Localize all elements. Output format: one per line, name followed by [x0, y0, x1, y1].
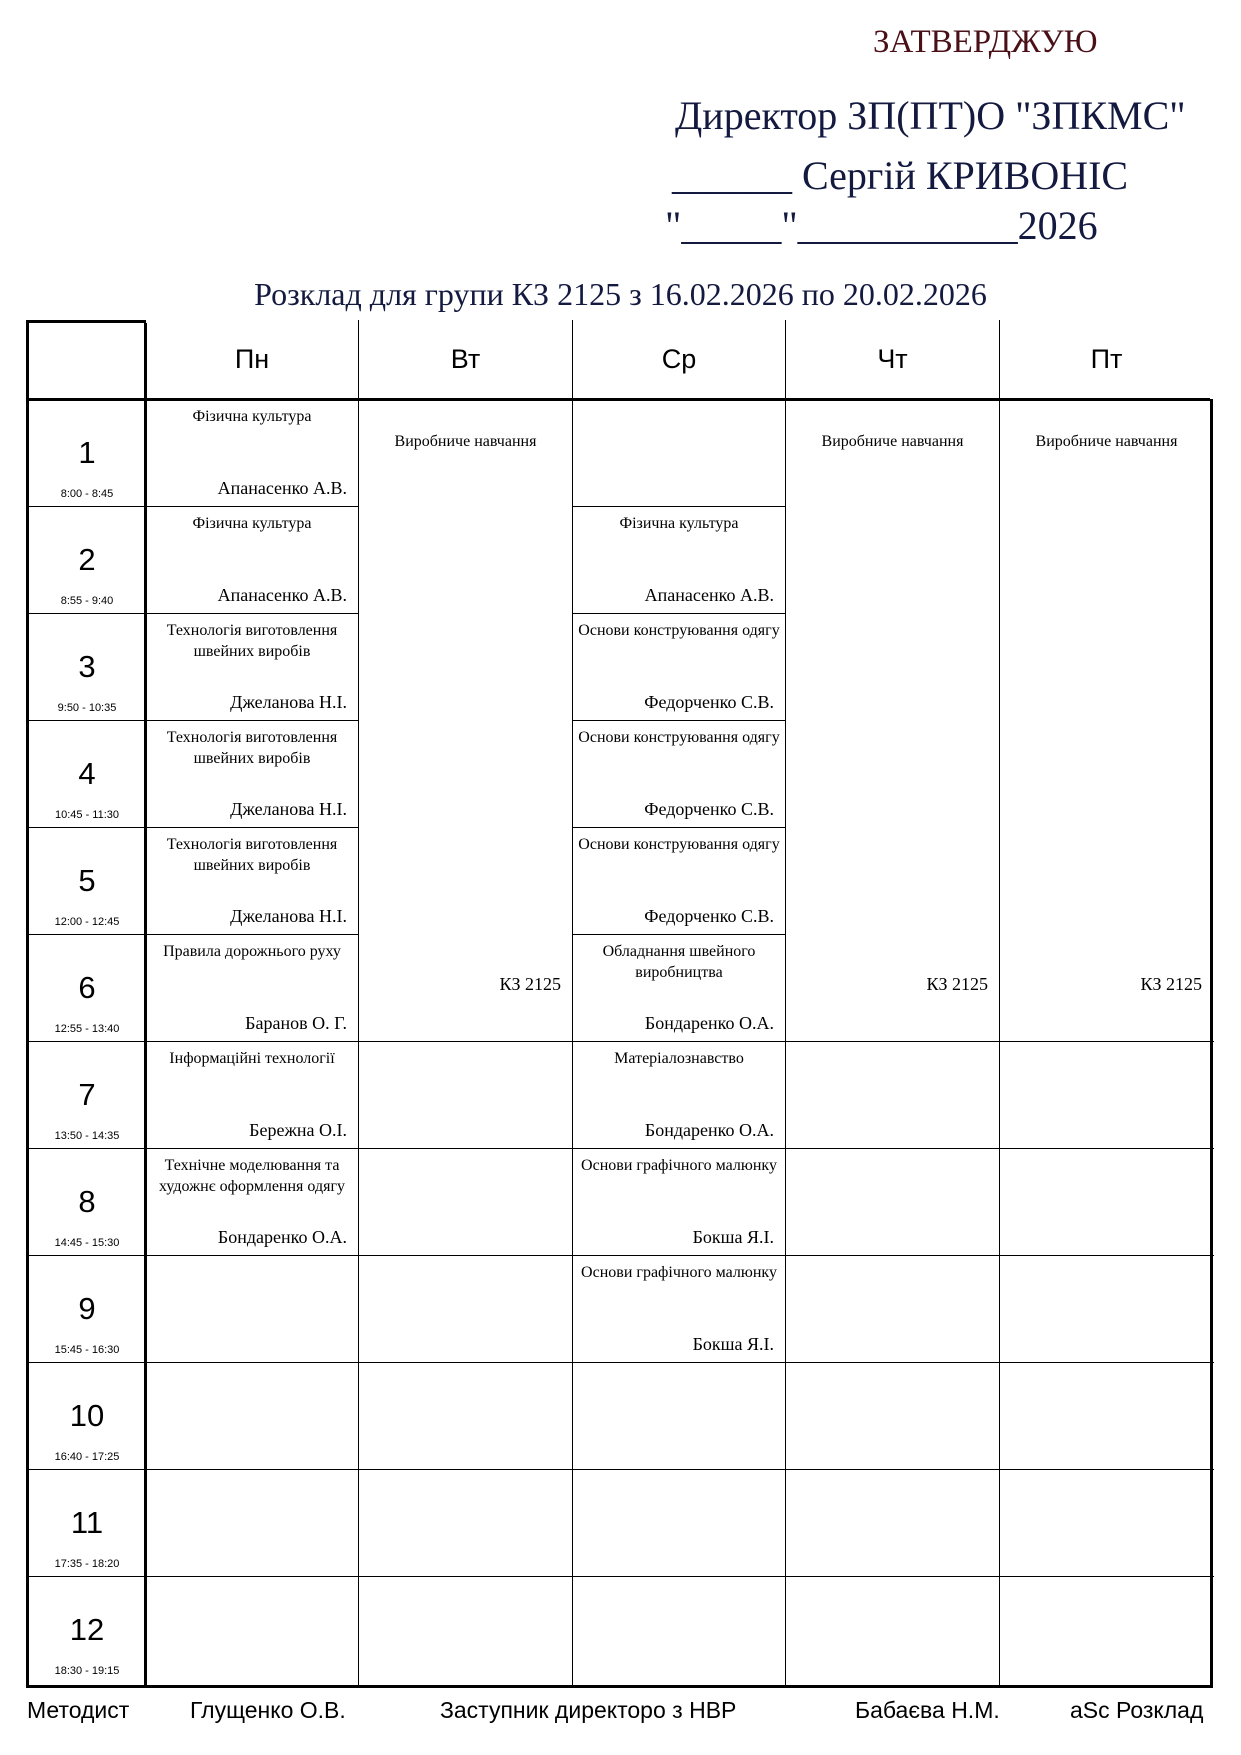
- column-divider: [999, 323, 1000, 1685]
- row-divider: [145, 506, 359, 507]
- lesson-teacher: Бондаренко О.А.: [644, 1120, 774, 1140]
- lesson-cell[interactable]: [147, 722, 357, 826]
- lesson-teacher: Бокша Я.І.: [692, 1227, 774, 1247]
- lesson-subject: Виробниче навчання: [821, 433, 964, 450]
- period-cell: [29, 1148, 145, 1255]
- period-cell: [29, 1362, 145, 1469]
- lesson-cell[interactable]: [574, 1150, 784, 1254]
- period-number: 8: [78, 1184, 96, 1219]
- day-header: Вт: [359, 320, 572, 399]
- period-number: 1: [78, 435, 96, 470]
- period-number: 3: [78, 649, 96, 684]
- lesson-cell[interactable]: [574, 722, 784, 826]
- period-cell: [29, 1469, 145, 1576]
- lesson-cell[interactable]: [147, 1043, 357, 1147]
- period-time: 9:50 - 10:35: [57, 702, 117, 714]
- column-divider: [572, 323, 573, 1685]
- row-divider: [785, 1576, 1000, 1577]
- schedule-title: Розклад для групи КЗ 2125 з 16.02.2026 по 20.02.2026: [254, 276, 987, 312]
- row-divider: [358, 1576, 573, 1577]
- lesson-teacher: Апанасенко А.В.: [217, 585, 347, 605]
- period-cell: [29, 827, 145, 934]
- lesson-subject: Технологія виготовлення швейних виробів: [166, 622, 338, 660]
- row-divider: [26, 1469, 145, 1470]
- column-divider: [785, 323, 786, 1685]
- lesson-teacher: Джеланова Н.І.: [230, 692, 347, 712]
- lesson-teacher: Джеланова Н.І.: [230, 799, 347, 819]
- lesson-teacher: Бережна О.І.: [249, 1120, 347, 1140]
- lesson-subject: Основи конструювання одягу: [578, 729, 780, 746]
- lesson-cell[interactable]: [1001, 401, 1212, 1040]
- lesson-subject: Інформаційні технології: [169, 1050, 335, 1067]
- period-time: 13:50 - 14:35: [54, 1130, 120, 1142]
- footer-software: aSc Розклад: [1070, 1697, 1204, 1723]
- director-signature: ______ Сергій КРИВОНІС: [672, 153, 1129, 198]
- row-divider: [26, 506, 145, 507]
- lesson-cell[interactable]: [147, 829, 357, 933]
- lesson-cell[interactable]: [574, 508, 784, 612]
- period-number: 9: [78, 1291, 96, 1326]
- row-divider: [145, 613, 359, 614]
- period-cell: [29, 720, 145, 827]
- lesson-cell[interactable]: [574, 1257, 784, 1361]
- period-cell: [29, 1255, 145, 1362]
- period-time: 12:55 - 13:40: [54, 1023, 120, 1035]
- row-divider: [785, 1041, 1000, 1042]
- lesson-subject: Фізична культура: [192, 408, 312, 425]
- period-number: 2: [78, 542, 96, 577]
- lesson-subject: Фізична культура: [619, 515, 739, 532]
- lesson-subject: Основи конструювання одягу: [578, 836, 780, 853]
- footer-methodist-label: Методист: [27, 1697, 130, 1723]
- period-number: 6: [78, 970, 96, 1005]
- period-cell: [29, 934, 145, 1041]
- day-header: Пт: [1000, 320, 1213, 399]
- row-divider: [572, 934, 786, 935]
- period-number: 7: [78, 1077, 96, 1112]
- row-divider: [358, 1148, 573, 1149]
- lesson-subject: Виробниче навчання: [1035, 433, 1178, 450]
- lesson-subject: Матеріалознавство: [614, 1050, 744, 1067]
- lesson-teacher: Бокша Я.І.: [692, 1334, 774, 1354]
- lesson-subject: Виробниче навчання: [394, 433, 537, 450]
- footer-methodist-name: Глущенко О.В.: [190, 1697, 346, 1723]
- lesson-cell[interactable]: [147, 401, 357, 505]
- period-cell: [29, 1041, 145, 1148]
- row-divider: [785, 1148, 1000, 1149]
- row-divider: [572, 506, 786, 507]
- row-divider: [145, 1041, 359, 1042]
- lesson-teacher: Баранов О. Г.: [245, 1013, 347, 1033]
- lesson-teacher: Федорченко С.В.: [644, 692, 774, 712]
- row-divider: [572, 1469, 786, 1470]
- row-divider: [572, 827, 786, 828]
- period-time: 10:45 - 11:30: [54, 809, 119, 821]
- footer-deputy-name: Бабаєва Н.М.: [855, 1697, 1000, 1723]
- row-divider: [572, 1148, 786, 1149]
- lesson-subject: Основи графічного малюнку: [581, 1157, 777, 1174]
- lesson-teacher: Федорченко С.В.: [644, 906, 774, 926]
- row-divider: [145, 1576, 359, 1577]
- lesson-group: КЗ 2125: [926, 974, 988, 994]
- row-divider: [145, 934, 359, 935]
- period-time: 14:45 - 15:30: [54, 1237, 120, 1249]
- footer-deputy-label: Заступник директоро з НВР: [440, 1697, 737, 1723]
- period-time: 16:40 - 17:25: [54, 1451, 120, 1463]
- lesson-teacher: Бондаренко О.А.: [644, 1013, 774, 1033]
- row-divider: [26, 1041, 145, 1042]
- row-divider: [999, 1469, 1214, 1470]
- period-number: 10: [69, 1398, 105, 1433]
- period-time: 8:55 - 9:40: [60, 595, 114, 607]
- row-divider: [572, 1576, 786, 1577]
- day-header: Пн: [146, 320, 358, 399]
- row-divider: [785, 1469, 1000, 1470]
- lesson-subject: Технологія виготовлення швейних виробів: [166, 836, 338, 874]
- lesson-cell[interactable]: [147, 508, 357, 612]
- period-number: 5: [78, 863, 96, 898]
- period-cell: [29, 613, 145, 720]
- row-divider: [145, 1148, 359, 1149]
- period-cell: [29, 506, 145, 613]
- period-time: 8:00 - 8:45: [60, 488, 114, 500]
- lesson-cell[interactable]: [574, 829, 784, 933]
- lesson-subject: Технологія виготовлення швейних виробів: [166, 729, 338, 767]
- row-divider: [572, 1255, 786, 1256]
- lesson-group: КЗ 2125: [499, 974, 561, 994]
- row-divider: [26, 1255, 145, 1256]
- row-divider: [358, 1255, 573, 1256]
- period-number: 12: [69, 1612, 105, 1647]
- lesson-subject: Основи конструювання одягу: [578, 622, 780, 639]
- lesson-cell[interactable]: [574, 936, 784, 1040]
- period-number: 11: [70, 1505, 104, 1540]
- row-divider: [145, 1255, 359, 1256]
- lesson-subject: Правила дорожнього руху: [163, 943, 341, 960]
- lesson-teacher: Джеланова Н.І.: [230, 906, 347, 926]
- row-divider: [26, 613, 145, 614]
- lesson-teacher: Апанасенко А.В.: [644, 585, 774, 605]
- row-divider: [145, 1469, 359, 1470]
- row-divider: [26, 934, 145, 935]
- lesson-subject: Основи графічного малюнку: [581, 1264, 777, 1281]
- row-divider: [145, 1362, 359, 1363]
- lesson-cell[interactable]: [147, 615, 357, 719]
- row-divider: [999, 1148, 1214, 1149]
- row-divider: [999, 1041, 1214, 1042]
- row-divider: [358, 1469, 573, 1470]
- approval-date-line: "_____"___________2026: [665, 203, 1098, 248]
- row-divider: [572, 613, 786, 614]
- row-divider: [572, 1041, 786, 1042]
- lesson-cell[interactable]: [360, 401, 571, 1040]
- row-divider: [785, 1255, 1000, 1256]
- day-header: Ср: [573, 320, 785, 399]
- row-divider: [145, 827, 359, 828]
- column-divider: [358, 323, 359, 1685]
- approval-stamp: ЗАТВЕРДЖУЮ: [873, 24, 1098, 60]
- lesson-subject: Технічне моделювання та художнє оформлення одягу: [158, 1157, 346, 1195]
- period-number: 4: [78, 756, 96, 791]
- schedule-table: [26, 320, 1213, 1688]
- row-divider: [26, 1148, 145, 1149]
- lesson-teacher: Бондаренко О.А.: [217, 1227, 347, 1247]
- lesson-cell[interactable]: [147, 1150, 357, 1254]
- day-header: Чт: [786, 320, 999, 399]
- row-divider: [999, 1362, 1214, 1363]
- row-divider: [26, 720, 145, 721]
- row-divider: [572, 720, 786, 721]
- row-divider: [26, 827, 145, 828]
- row-divider: [358, 1041, 573, 1042]
- lesson-cell[interactable]: [574, 1043, 784, 1147]
- lesson-group: КЗ 2125: [1140, 974, 1202, 994]
- period-time: 15:45 - 16:30: [54, 1344, 120, 1356]
- period-time: 18:30 - 19:15: [54, 1665, 120, 1677]
- lesson-teacher: Апанасенко А.В.: [217, 478, 347, 498]
- row-divider: [358, 1362, 573, 1363]
- row-divider: [26, 1362, 145, 1363]
- row-divider: [145, 720, 359, 721]
- period-cell: [29, 1576, 145, 1683]
- lesson-cell[interactable]: [147, 936, 357, 1040]
- lesson-cell[interactable]: [787, 401, 998, 1040]
- row-divider: [999, 1255, 1214, 1256]
- director-position: Директор ЗП(ПТ)О "ЗПКМС": [675, 93, 1186, 138]
- row-divider: [999, 1576, 1214, 1577]
- period-time: 12:00 - 12:45: [54, 916, 120, 928]
- row-divider: [26, 1576, 145, 1577]
- lesson-subject: Обладнання швейного виробництва: [602, 943, 756, 981]
- lesson-subject: Фізична культура: [192, 515, 312, 532]
- period-cell: [29, 399, 145, 506]
- lesson-cell[interactable]: [574, 615, 784, 719]
- lesson-teacher: Федорченко С.В.: [644, 799, 774, 819]
- period-time: 17:35 - 18:20: [54, 1558, 120, 1570]
- row-divider: [572, 1362, 786, 1363]
- row-divider: [785, 1362, 1000, 1363]
